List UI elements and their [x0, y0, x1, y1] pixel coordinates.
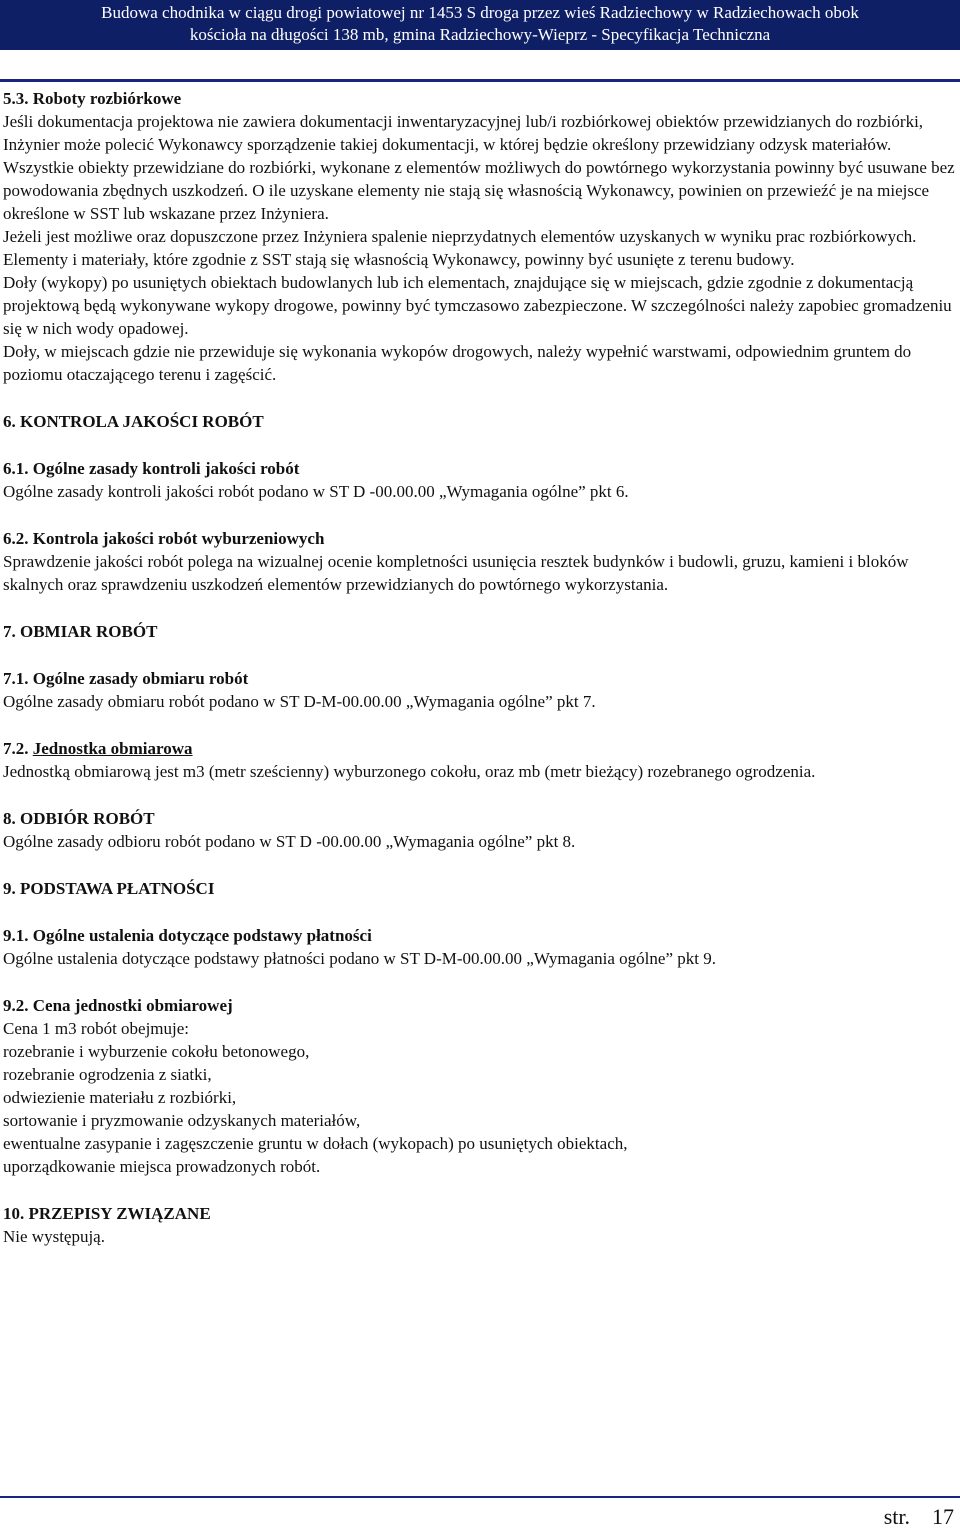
- section-9-2-title: 9.2. Cena jednostki obmiarowej: [3, 996, 233, 1015]
- list-item: odwiezienie materiału z rozbiórki,: [3, 1088, 237, 1107]
- list-item: rozebranie ogrodzenia z siatki,: [3, 1065, 212, 1084]
- list-item: rozebranie i wyburzenie cokołu betonowego,: [3, 1042, 310, 1061]
- section-7-2-title: [3, 737, 955, 760]
- header-rule: [0, 79, 960, 82]
- list-item: sortowanie i pryzmowanie odzyskanych materiałów,: [3, 1111, 361, 1130]
- paragraph: Wszystkie obiekty przewidziane do rozbiórki, wykonane z elementów możliwych do powtórnego wykorzystania powinny być usuwane bez powodowania zbędnych uszkodzeń. O ile uzyskane elementy nie stają się własnością Wykonawcy, powinien on przewieźć je na miejsce określone w SST lub wskazane przez Inżyniera.: [3, 158, 955, 223]
- section-title-text: Kontrola jakości robót wyburzeniowych: [32, 529, 325, 548]
- paragraph: Jednostką obmiarową jest m3 (metr sześcienny) wyburzonego cokołu, oraz mb (metr bieżący) rozebranego ogrodzenia.: [3, 762, 816, 781]
- paragraph: Ogólne zasady kontroli jakości robót podano w ST D -00.00.00 „Wymagania ogólne” pkt 6.: [3, 482, 629, 501]
- paragraph: Doły (wykopy) po usuniętych obiektach budowlanych lub ich elementach, znajdujące się w miejscach, gdzie zgodnie z dokumentacją projektową będą wykonywane wykopy drogowe, powinny być tymczasowo zabezpieczone. W szczególności należy zapobiec gromadzeniu się w nich wody opadowej.: [3, 273, 952, 338]
- section-7-title: 7. OBMIAR ROBÓT: [3, 622, 158, 641]
- header-line-2: kościoła na długości 138 mb, gmina Radziechowy-Wieprz - Specyfikacja Techniczna: [189, 25, 771, 44]
- paragraph: Jeśli dokumentacja projektowa nie zawiera dokumentacji inwentaryzacyjnej lub/i rozbiórkowej obiektów przewidzianych do rozbiórki, Inżynier może polecić Wykonawcy sporządzenie takiej dokumentacji, w której będzie określony przewidziany odzysk materiałów.: [3, 112, 924, 154]
- section-title-text: Jednostka obmiarowa: [32, 739, 193, 758]
- paragraph: Jeżeli jest możliwe oraz dopuszczone przez Inżyniera spalenie nieprzydatnych elementów uzyskanych w wyniku prac rozbiórkowych.: [3, 227, 917, 246]
- section-7-1-title: 7.1. Ogólne zasady obmiaru robót: [3, 669, 249, 688]
- section-6-2-title: [3, 527, 955, 550]
- paragraph: Ogólne zasady odbioru robót podano w ST D -00.00.00 „Wymagania ogólne” pkt 8.: [3, 832, 576, 851]
- page-number: [884, 1504, 954, 1530]
- section-6-title: 6. KONTROLA JAKOŚCI ROBÓT: [3, 412, 264, 431]
- footer-rule: [0, 1496, 960, 1498]
- section-9-1-title: 9.1. Ogólne ustalenia dotyczące podstawy płatności: [3, 926, 372, 945]
- paragraph: Elementy i materiały, które zgodnie z SST stają się własnością Wykonawcy, powinny być usunięte z terenu budowy.: [3, 250, 795, 269]
- paragraph: Cena 1 m3 robót obejmuje:: [3, 1019, 190, 1038]
- section-number: 7.2.: [3, 739, 33, 758]
- section-10-title: 10. PRZEPISY ZWIĄZANE: [3, 1204, 211, 1223]
- section-9-title: 9. PODSTAWA PŁATNOŚCI: [3, 879, 215, 898]
- paragraph: Doły, w miejscach gdzie nie przewiduje się wykonania wykopów drogowych, należy wypełnić warstwami, odpowiednim gruntem do poziomu otaczającego terenu i zagęścić.: [3, 342, 912, 384]
- header-line-1: Budowa chodnika w ciągu drogi powiatowej nr 1453 S droga przez wieś Radziechowy w Radziechowach obok: [101, 3, 859, 22]
- paragraph: Ogólne ustalenia dotyczące podstawy płatności podano w ST D-M-00.00.00 „Wymagania ogólne” pkt 9.: [3, 949, 716, 968]
- document-body: [3, 87, 955, 1248]
- paragraph: Sprawdzenie jakości robót polega na wizualnej ocenie kompletności usunięcia resztek budynków i budowli, gruzu, kamieni i bloków skalnych oraz sprawdzeniu uszkodzeń elementów przewidzianych do powtórnego wykorzystania.: [3, 552, 909, 594]
- section-number: 6.2.: [3, 529, 33, 548]
- section-8-title: 8. ODBIÓR ROBÓT: [3, 809, 155, 828]
- section-5-3-title: 5.3. Roboty rozbiórkowe: [3, 89, 182, 108]
- section-6-1-title: 6.1. Ogólne zasady kontroli jakości robót: [3, 459, 300, 478]
- page-footer: [0, 1496, 960, 1536]
- page-label: str.: [883, 1504, 910, 1529]
- page-value: 17: [932, 1504, 954, 1529]
- paragraph: Ogólne zasady obmiaru robót podano w ST D-M-00.00.00 „Wymagania ogólne” pkt 7.: [3, 692, 596, 711]
- list-item: ewentualne zasypanie i zagęszczenie gruntu w dołach (wykopach) po usuniętych obiektach,: [3, 1134, 628, 1153]
- paragraph: Nie występują.: [3, 1227, 105, 1246]
- document-header: [0, 0, 960, 50]
- list-item: uporządkowanie miejsca prowadzonych robót.: [3, 1157, 321, 1176]
